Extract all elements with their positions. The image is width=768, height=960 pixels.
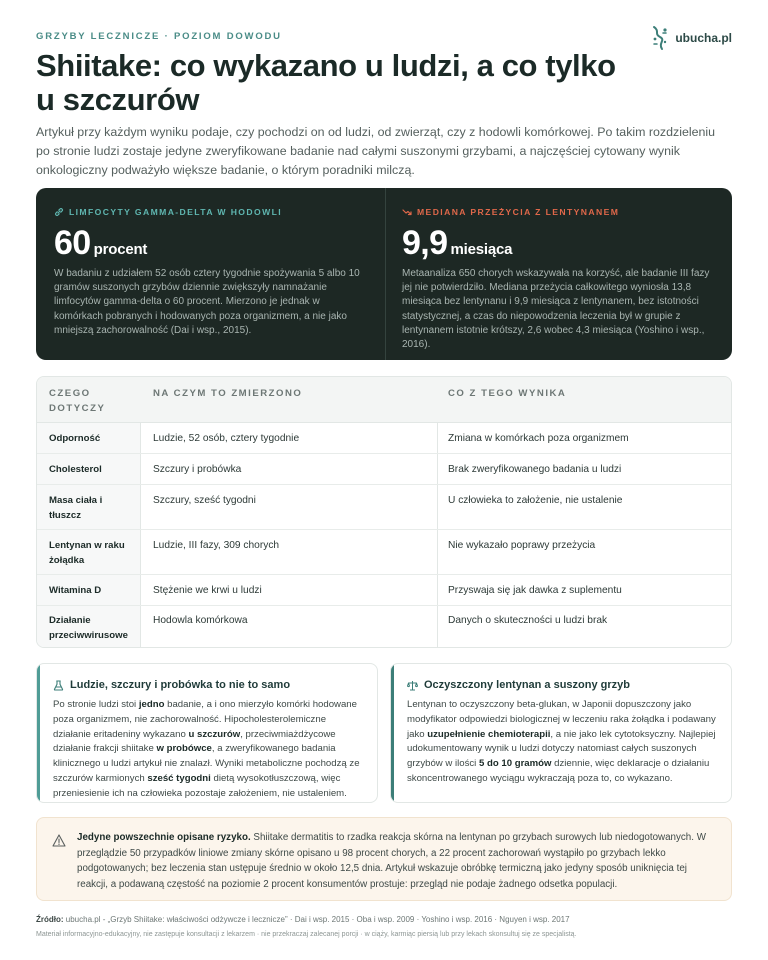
warning-icon xyxy=(52,834,66,847)
stat-label xyxy=(54,206,369,218)
card-title xyxy=(407,678,717,692)
card-title-text: Oczyszczony lentynan a suszony grzyb xyxy=(424,679,631,691)
disclaimer: Materiał informacyjno-edukacyjny, nie zastępuje konsultacji z lekarzem · nie przekraczaj zalecanej porcji · w ciąży, karmiąc piersią lub przy lekach skonsultuj się ze specjalistą. xyxy=(36,931,577,938)
card-title-text: Ludzie, szczury i probówka to nie to samo xyxy=(70,679,291,691)
warning-text: Jedyne powszechnie opisane ryzyko. Shiitake dermatitis to rzadka reakcja skórna na lentynan po grzybach surowych lub niedogotowanych. W przeglądzie 50 przypadków liniowe zmiany skórne opisano u 98 procent chorych, a 22 procent zachorowań wystąpiło po grzybach lekko podgotowanych; bez leczenia stan ustępuje średnio w około 12,5 dnia. Artykuł wskazuje obróbkę termiczną jako jedyny sposób uniknięcia tej reakcji, a podawaną częstość na poziomie 2 procent konsumentów prostuje: przegląd nie podaje żadnego odsetka populacji. xyxy=(77,832,706,890)
brand-logo-icon xyxy=(650,25,670,51)
stat-label xyxy=(402,206,716,218)
card-lentinan-vs-mushroom xyxy=(390,663,732,803)
header-conclusion: CO Z TEGO WYNIKA xyxy=(448,388,567,399)
brand-name: ubucha.pl xyxy=(675,31,732,45)
stat-label-text: LIMFOCYTY GAMMA-DELTA W HODOWLI xyxy=(69,207,283,217)
stat-description: Metaanaliza 650 chorych wskazywała na korzyść, ale badanie III fazy jej nie potwierdziło. Mediana przeżycia całkowitego wyniosła 13,8 miesiąca bez lentynanu i 9,9 miesiąca z lentynanem, bez istotności statystycznej, a czas do niepowodzenia leczenia był w grupie z lentynanem istotnie krótszy, 2,6 wobec 4,3 miesiąca (Yoshino i wsp., 2016). xyxy=(402,268,710,351)
stats-panel xyxy=(36,188,732,360)
stat-unit: procent xyxy=(93,241,148,258)
table-row xyxy=(37,454,731,485)
lede: Artykuł przy każdym wyniku podaje, czy pochodzi on od ludzi, od zwierząt, czy z hodowli komórkowej. Po takim rozdzieleniu po stronie ludzi zostaje jedyne zweryfikowane badanie nad całymi suszonymi grzybami, a najczęściej cytowany wynik onkologiczny podważyło większe badanie, o którym poradniki milczą. xyxy=(36,125,716,177)
sources: Źródło: ubucha.pl - „Grzyb Shiitake: właściwości odżywcze i lecznicze” · Dai i wsp. 2015 · Oba i wsp. 2009 · Yoshino i wsp. 2016 · Nguyen i wsp. 2017 xyxy=(36,915,570,924)
page-title: Shiitake: co wykazano u ludzi, a co tylko u szczurów xyxy=(36,48,616,117)
cell-topic: Odporność xyxy=(49,433,101,444)
cell-measured: Szczury i probówka xyxy=(153,464,242,475)
scale-icon xyxy=(407,680,418,691)
cell-conclusion: Przyswaja się jak dawka z suplementu xyxy=(448,585,622,596)
header xyxy=(36,29,732,49)
cell-measured: Ludzie, 52 osób, cztery tygodnie xyxy=(153,433,300,444)
stat-value xyxy=(54,223,369,263)
card-title xyxy=(53,678,363,692)
cell-topic: Masa ciała i tłuszcz xyxy=(49,495,103,521)
cell-conclusion: U człowieka to założenie, nie ustalenie xyxy=(448,495,623,506)
card-humans-rats-tube xyxy=(36,663,378,803)
table-row xyxy=(37,530,731,575)
stat-description: W badaniu z udziałem 52 osób cztery tygodnie spożywania 5 albo 10 gramów suszonych grzybów dziennie zwiększyły namnażanie limfocytów gamma-delta o 60 procent. Mierzono je jednak w komórkach pobranych i hodowanych poza organizmem, a nie jako mniejszą zachorowalność (Dai i wsp., 2015). xyxy=(54,268,360,336)
table-row xyxy=(37,485,731,530)
cell-topic: Cholesterol xyxy=(49,464,102,475)
table-row xyxy=(37,606,731,648)
warning-box xyxy=(36,817,732,901)
stat-lentinan-survival xyxy=(385,188,732,360)
cell-conclusion: Zmiana w komórkach poza organizmem xyxy=(448,433,629,444)
header-topic: CZEGO DOTYCZY xyxy=(49,388,106,414)
cell-topic: Działanie przeciwwirusowe xyxy=(49,615,128,641)
evidence-table xyxy=(36,376,732,648)
stat-number: 60 xyxy=(54,224,91,262)
table-header xyxy=(37,377,731,423)
flask-icon xyxy=(53,680,64,691)
table-row xyxy=(37,423,731,454)
card-text: Lentynan to oczyszczony beta-glukan, w Japonii dopuszczony jako modyfikator odpowiedzi biologicznej w leczeniu raka żołądka i podawany jako uzupełnienie chemioterapii, a nie jako lek cytotoksyczny. Najlepiej udokumentowany wynik u ludzi dotyczy natomiast całych suszonych grzybów w ilości 5 do 10 gramów dziennie, więc deklaracje o działaniu skoncentrowanego wyciągu wykraczają poza to, co wykazano. xyxy=(407,699,716,784)
cell-measured: Stężenie we krwi u ludzi xyxy=(153,585,262,596)
cell-measured: Szczury, sześć tygodni xyxy=(153,495,256,506)
trend-down-icon xyxy=(402,207,412,217)
page xyxy=(36,0,732,960)
cell-conclusion: Nie wykazało poprawy przeżycia xyxy=(448,540,596,551)
stat-unit: miesiąca xyxy=(450,241,513,258)
link-icon xyxy=(54,207,64,217)
cell-conclusion: Danych o skuteczności u ludzi brak xyxy=(448,615,608,626)
cell-conclusion: Brak zweryfikowanego badania u ludzi xyxy=(448,464,622,475)
brand[interactable] xyxy=(650,25,732,51)
cell-measured: Ludzie, III fazy, 309 chorych xyxy=(153,540,280,551)
cell-topic: Witamina D xyxy=(49,585,102,596)
stat-number: 9,9 xyxy=(402,224,448,262)
table-row xyxy=(37,575,731,606)
card-text: Po stronie ludzi stoi jedno badanie, a i ono mierzyło komórki hodowane poza organizmem, nie zachorowalność. Hipocholesterolemiczne działanie eritadeniny wykazano u szczurów, przeciwmiażdżycowe działanie frakcji shiitake w probówce, a zweryfikowanego badania klinicznego u ludzi artykuł nie znalazł. Wyniki metaboliczne pochodzą ze szczurów karmionych sześć tygodni dietą wysokotłuszczową, więc przeniesienie ich na człowieka pozostaje założeniem, nie ustaleniem. xyxy=(53,699,360,799)
stat-label-text: MEDIANA PRZEŻYCIA Z LENTYNANEM xyxy=(417,207,620,217)
header-measured: NA CZYM TO ZMIERZONO xyxy=(153,388,303,399)
cell-measured: Hodowla komórkowa xyxy=(153,615,248,626)
stat-gamma-delta xyxy=(36,188,385,360)
stat-value xyxy=(402,223,716,263)
kicker: GRZYBY LECZNICZE · POZIOM DOWODU xyxy=(36,31,282,42)
cell-topic: Lentynan w raku żołądka xyxy=(49,540,125,566)
